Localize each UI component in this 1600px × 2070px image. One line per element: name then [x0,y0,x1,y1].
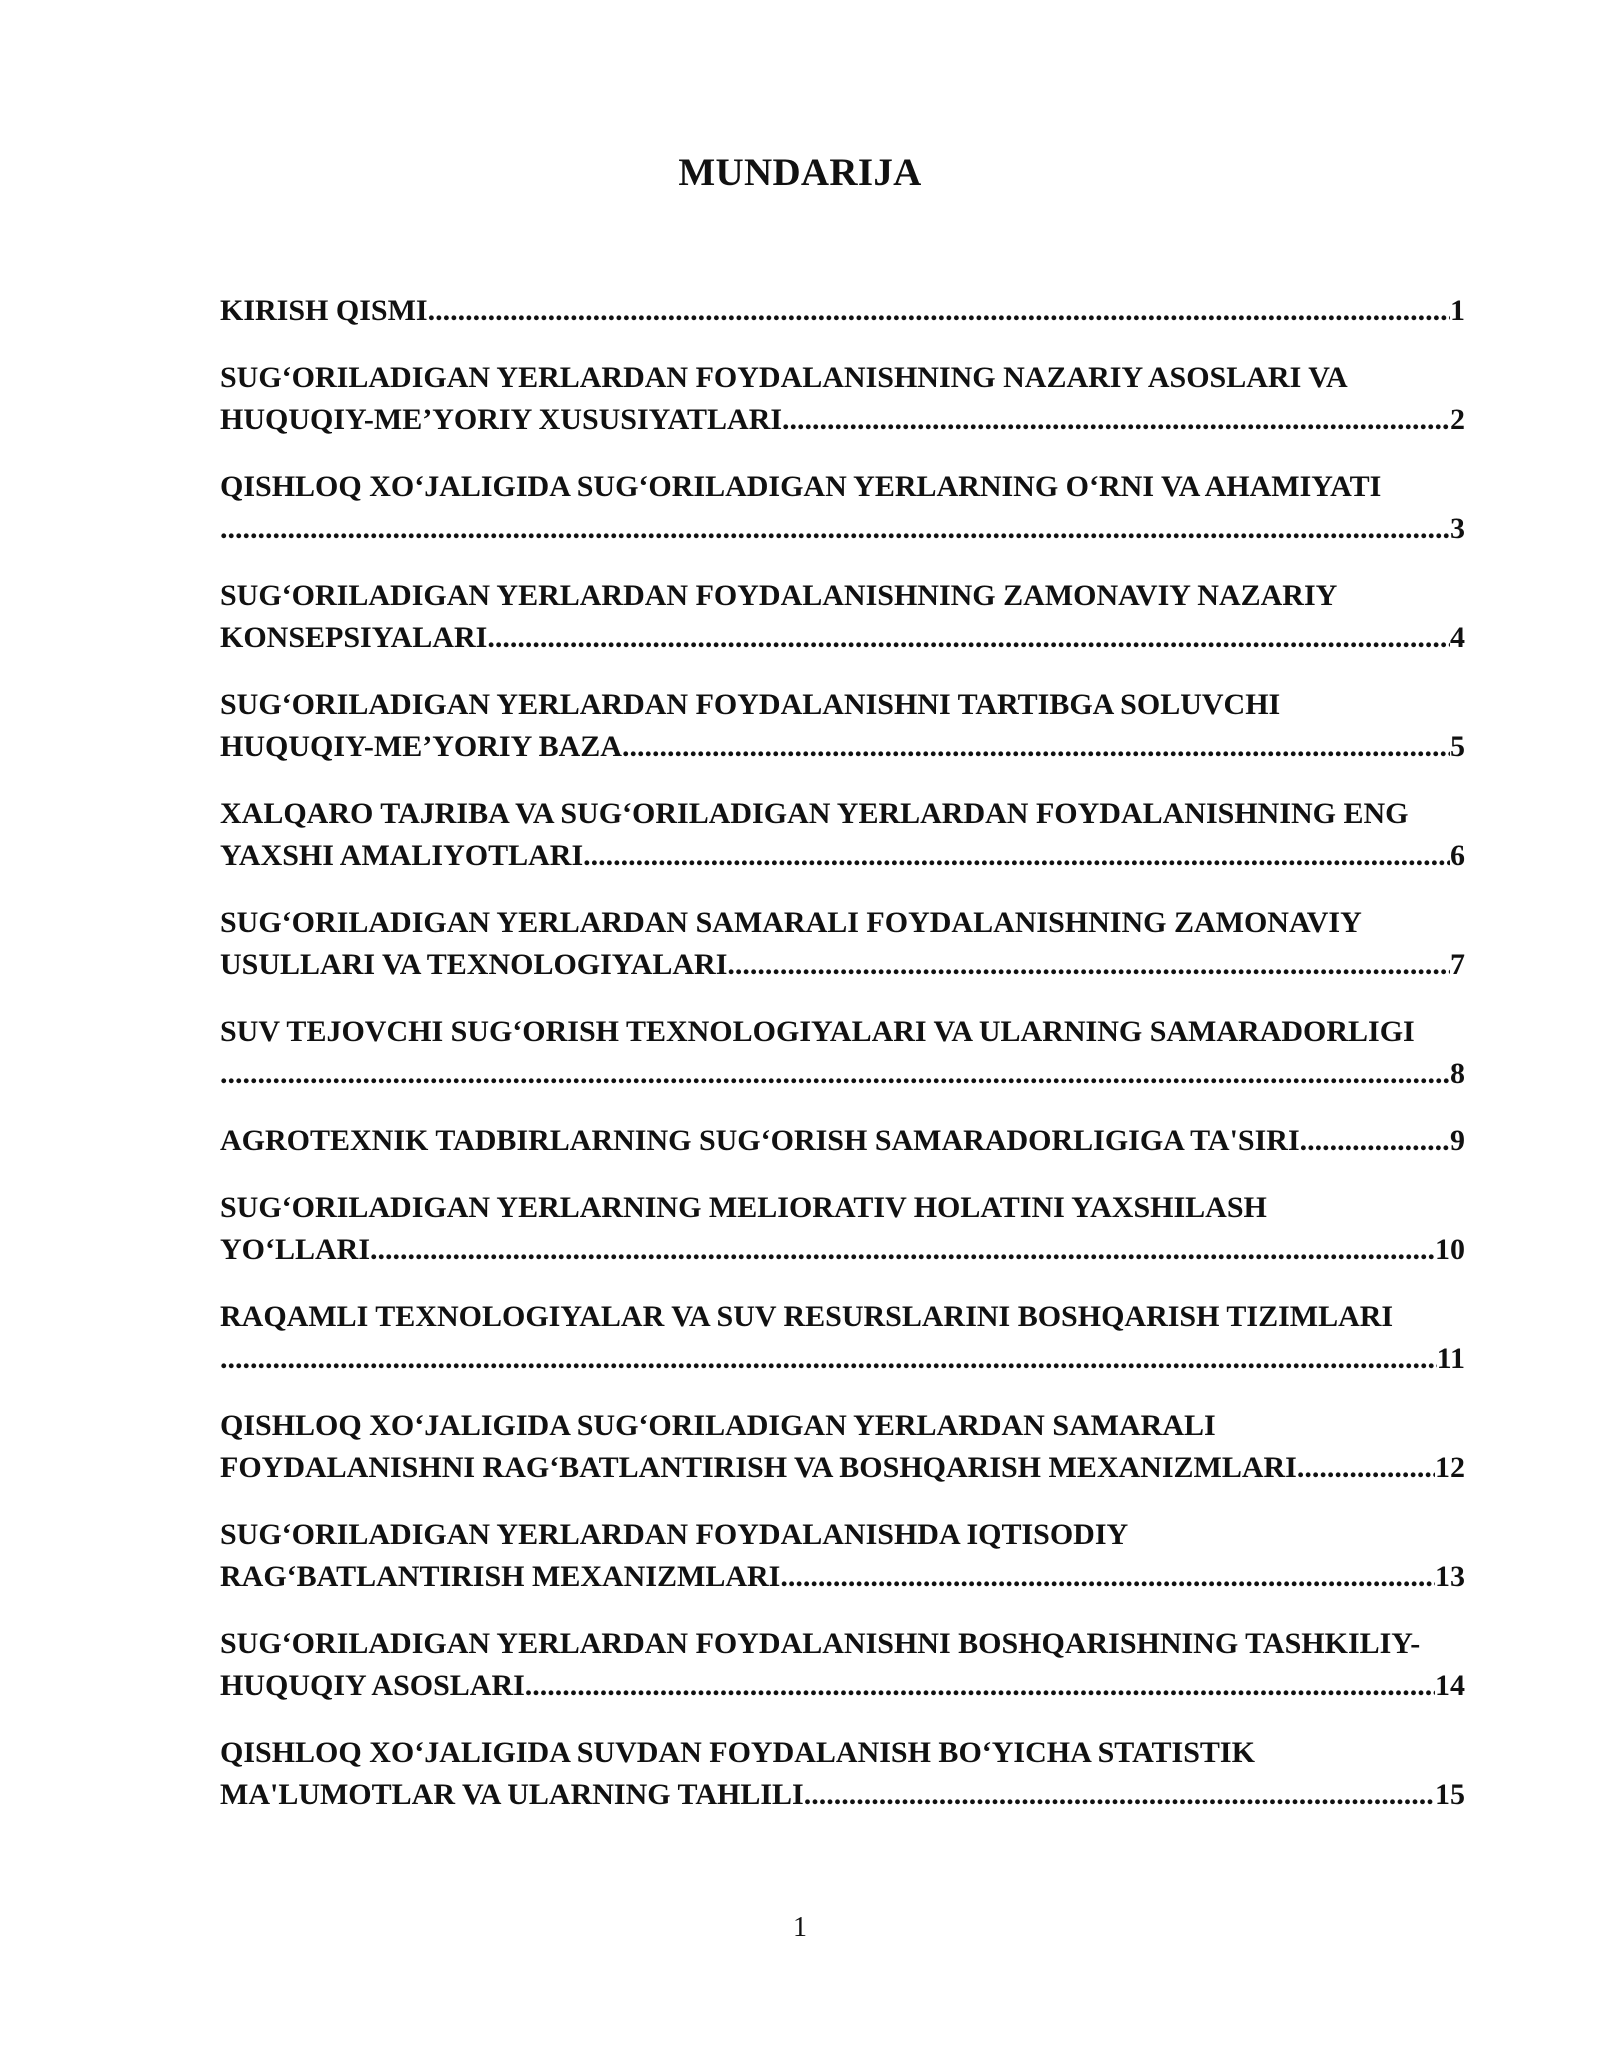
dot-leader [220,1053,1450,1095]
toc-entry-last-line [220,835,1465,877]
dot-leader [487,617,1450,659]
toc-entry[interactable] [220,290,1465,332]
toc-page-number: 12 [1435,1451,1465,1484]
toc-entry-title-line: AGROTEXNIK TADBIRLARNING SUG‘ORISH SAMARADORLIGIGA TA'SIRI [220,1124,1300,1157]
toc-entry-title-line: RAG‘BATLANTIRISH MEXANIZMLARI [220,1560,781,1593]
toc-entry-last-line [220,1120,1465,1162]
toc-entry-last-line [220,617,1465,659]
toc-page-number: 3 [1450,512,1465,545]
toc-page-number: 8 [1450,1057,1465,1090]
toc-page-number: 2 [1450,403,1465,436]
toc-entry-title-line: SUG‘ORILADIGAN YERLARDAN SAMARALI FOYDALANISHNING ZAMONAVIY [220,906,1362,939]
toc-entry-title-line: HUQUQIY ASOSLARI [220,1669,525,1702]
toc-entry[interactable] [220,1405,1465,1489]
dot-leader [804,1774,1435,1816]
toc-entry-last-line [220,1556,1465,1598]
toc-page-number: 14 [1435,1669,1465,1702]
toc-page-number: 15 [1435,1778,1465,1811]
toc-entry[interactable] [220,357,1465,441]
page-number: 1 [793,1912,807,1943]
toc-entry[interactable] [220,793,1465,877]
toc-entry-title-line: SUG‘ORILADIGAN YERLARDAN FOYDALANISHNI TARTIBGA SOLUVCHI [220,688,1281,721]
toc-entry-last-line [220,399,1465,441]
toc-entry-last-line [220,726,1465,768]
toc-entry-title-line: YAXSHI AMALIYOTLARI [220,839,584,872]
toc-entry-title-line: SUG‘ORILADIGAN YERLARDAN FOYDALANISHDA IQTISODIY [220,1518,1129,1551]
toc-entry-last-line [220,290,1465,332]
dot-leader [780,1556,1435,1598]
toc-entry-title-line: HUQUQIY-ME’YORIY XUSUSIYATLARI [220,403,783,436]
toc-entry[interactable] [220,575,1465,659]
toc-entry-last-line [220,1229,1465,1271]
toc-entry-title-line: USULLARI VA TEXNOLOGIYALARI [220,948,728,981]
toc-entry-title-line: SUV TEJOVCHI SUG‘ORISH TEXNOLOGIYALARI VA ULARNING SAMARADORLIGI [220,1015,1415,1048]
toc-entry[interactable] [220,1732,1465,1816]
toc-entry-title-line: SUG‘ORILADIGAN YERLARDAN FOYDALANISHNING ZAMONAVIY NAZARIY [220,579,1338,612]
dot-leader [220,1338,1437,1380]
toc-page-number: 13 [1435,1560,1465,1593]
toc-entry-last-line [220,1774,1465,1816]
toc-page-number: 6 [1450,839,1465,872]
page-title: MUNDARIJA [678,151,922,194]
toc-entry-title-line: SUG‘ORILADIGAN YERLARDAN FOYDALANISHNI BOSHQARISHNING TASHKILIY- [220,1627,1421,1660]
toc-entry[interactable] [220,1296,1465,1380]
toc-entry-title-line: FOYDALANISHNI RAG‘BATLANTIRISH VA BOSHQARISH MEXANIZMLARI [220,1451,1297,1484]
toc-entry-last-line [220,1447,1465,1489]
toc-entry-last-line [220,1665,1465,1707]
toc-entry-title-line: MA'LUMOTLAR VA ULARNING TAHLILI [220,1778,804,1811]
toc-page-number: 1 [1450,294,1465,327]
toc-page-number: 7 [1450,948,1465,981]
toc-page-number: 9 [1450,1124,1465,1157]
toc-entry[interactable] [220,1120,1465,1162]
table-of-contents [220,290,1465,1841]
toc-entry-title-line: KIRISH QISMI [220,294,428,327]
toc-entry[interactable] [220,684,1465,768]
toc-page-number: 4 [1450,621,1465,654]
toc-entry-title-line: KONSEPSIYALARI [220,621,488,654]
toc-entry-title-line: QISHLOQ XO‘JALIGIDA SUG‘ORILADIGAN YERLARNING O‘RNI VA AHAMIYATI [220,470,1382,503]
dot-leader [1300,1120,1450,1162]
toc-entry-last-line [220,1338,1465,1380]
toc-entry-title-line: YO‘LLARI [220,1233,371,1266]
dot-leader [1297,1447,1435,1489]
toc-entry[interactable] [220,466,1465,550]
toc-entry-title-line: QISHLOQ XO‘JALIGIDA SUG‘ORILADIGAN YERLARDAN SAMARALI [220,1409,1216,1442]
toc-entry-last-line [220,508,1465,550]
dot-leader [220,508,1450,550]
toc-entry-title-line: SUG‘ORILADIGAN YERLARDAN FOYDALANISHNING NAZARIY ASOSLARI VA [220,361,1348,394]
toc-entry[interactable] [220,1514,1465,1598]
toc-entry[interactable] [220,902,1465,986]
toc-page-number: 5 [1450,730,1465,763]
toc-entry-title-line: QISHLOQ XO‘JALIGIDA SUVDAN FOYDALANISH BO‘YICHA STATISTIK [220,1736,1255,1769]
toc-entry-title-line: RAQAMLI TEXNOLOGIYALAR VA SUV RESURSLARINI BOSHQARISH TIZIMLARI [220,1300,1394,1333]
toc-entry[interactable] [220,1623,1465,1707]
toc-page-number: 10 [1435,1233,1465,1266]
toc-entry[interactable] [220,1187,1465,1271]
toc-entry-title-line: HUQUQIY-ME’YORIY BAZA [220,730,622,763]
toc-entry-last-line [220,1053,1465,1095]
toc-entry-title-line: XALQARO TAJRIBA VA SUG‘ORILADIGAN YERLARDAN FOYDALANISHNING ENG [220,797,1409,830]
toc-page-number: 11 [1436,1342,1465,1375]
dot-leader [782,399,1450,441]
toc-entry-title-line: SUG‘ORILADIGAN YERLARNING MELIORATIV HOLATINI YAXSHILASH [220,1191,1267,1224]
toc-entry-last-line [220,944,1465,986]
dot-leader [727,944,1450,986]
dot-leader [428,290,1450,332]
dot-leader [622,726,1450,768]
dot-leader [583,835,1450,877]
toc-entry[interactable] [220,1011,1465,1095]
dot-leader [525,1665,1435,1707]
dot-leader [370,1229,1435,1271]
